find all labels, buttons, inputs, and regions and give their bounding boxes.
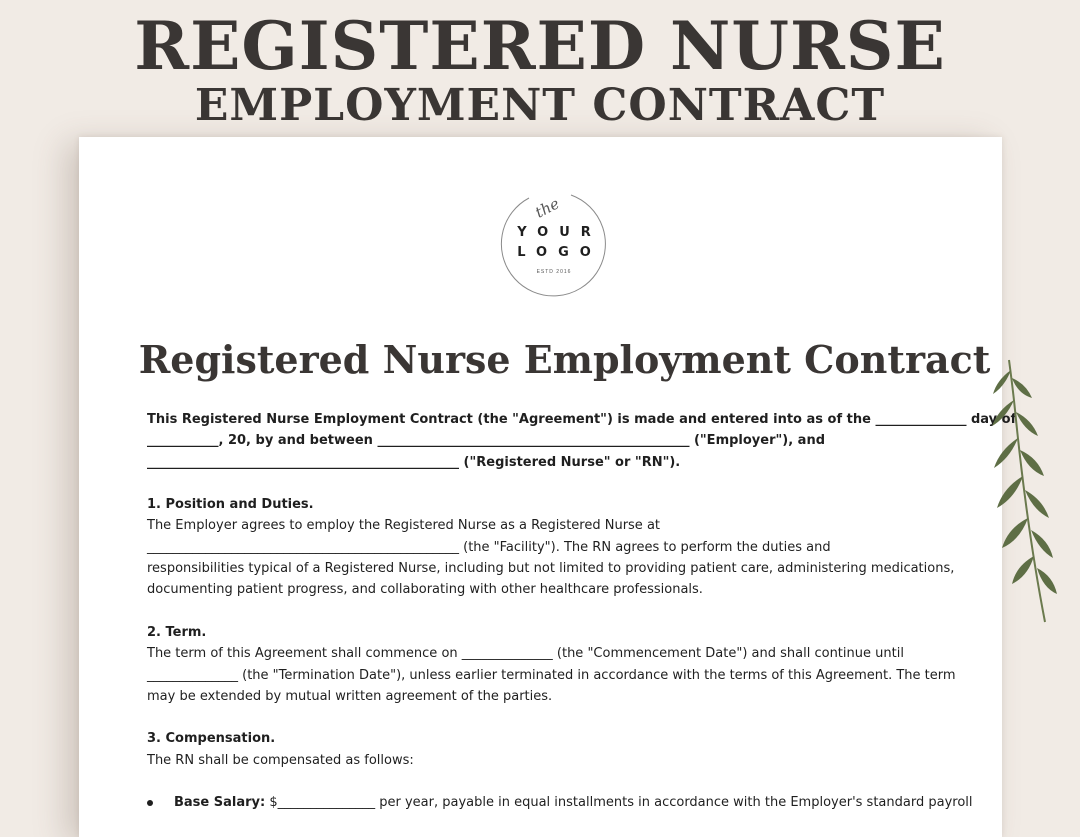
section-line: may be extended by mutual written agreement of the parties. <box>147 688 553 704</box>
bullet-label: Base Salary: <box>174 795 266 811</box>
bullet-icon <box>147 800 153 806</box>
banner-title-line2: EMPLOYMENT CONTRACT <box>194 80 886 131</box>
section-line: ________________________________________________ (the "Facility"). The RN agrees to perform the duties and <box>147 539 831 555</box>
intro-line: This Registered Nurse Employment Contract (the "Agreement") is made and entered into as of the ______________ day of <box>147 412 1017 427</box>
section-line: ______________ (the "Termination Date"), unless earlier terminated in accordance with the terms of this Agreement. The term <box>147 667 956 683</box>
intro-line: ___________, 20, by and between ________________________________________________ ("Employer"), and <box>147 433 826 449</box>
logo-script-text: the <box>532 194 563 222</box>
section-heading: 1. Position and Duties. <box>147 497 314 513</box>
list-item <box>147 792 973 813</box>
logo-line-1: YOUR <box>517 225 602 240</box>
section-line: The Employer agrees to employ the Registered Nurse as a Registered Nurse at <box>147 518 661 534</box>
bullet-text: $_______________ per year, payable in equal installments in accordance with the Employer's standard payroll <box>265 795 973 811</box>
section-line: documenting patient progress, and collaborating with other healthcare professionals. <box>147 582 703 598</box>
section-line: The term of this Agreement shall commence on ______________ (the "Commencement Date") and shall continue until <box>147 646 904 662</box>
contract-page <box>79 137 1017 837</box>
section-heading: 3. Compensation. <box>147 731 276 747</box>
section-line: The RN shall be compensated as follows: <box>147 752 414 768</box>
banner-title-line1: REGISTERED NURSE <box>134 7 946 85</box>
section-heading: 2. Term. <box>147 624 207 640</box>
section-line: responsibilities typical of a Registered Nurse, including but not limited to providing patient care, administering medications, <box>147 561 955 577</box>
logo-estd: ESTD 2016 <box>536 269 572 275</box>
intro-line: ________________________________________________ ("Registered Nurse" or "RN"). <box>147 454 681 470</box>
contract-body <box>147 409 1017 814</box>
rosemary-sprig-icon <box>975 350 1075 630</box>
document-title: Registered Nurse Employment Contract <box>138 337 991 382</box>
logo-placeholder <box>499 189 609 299</box>
logo-line-2: LOGO <box>517 245 602 260</box>
